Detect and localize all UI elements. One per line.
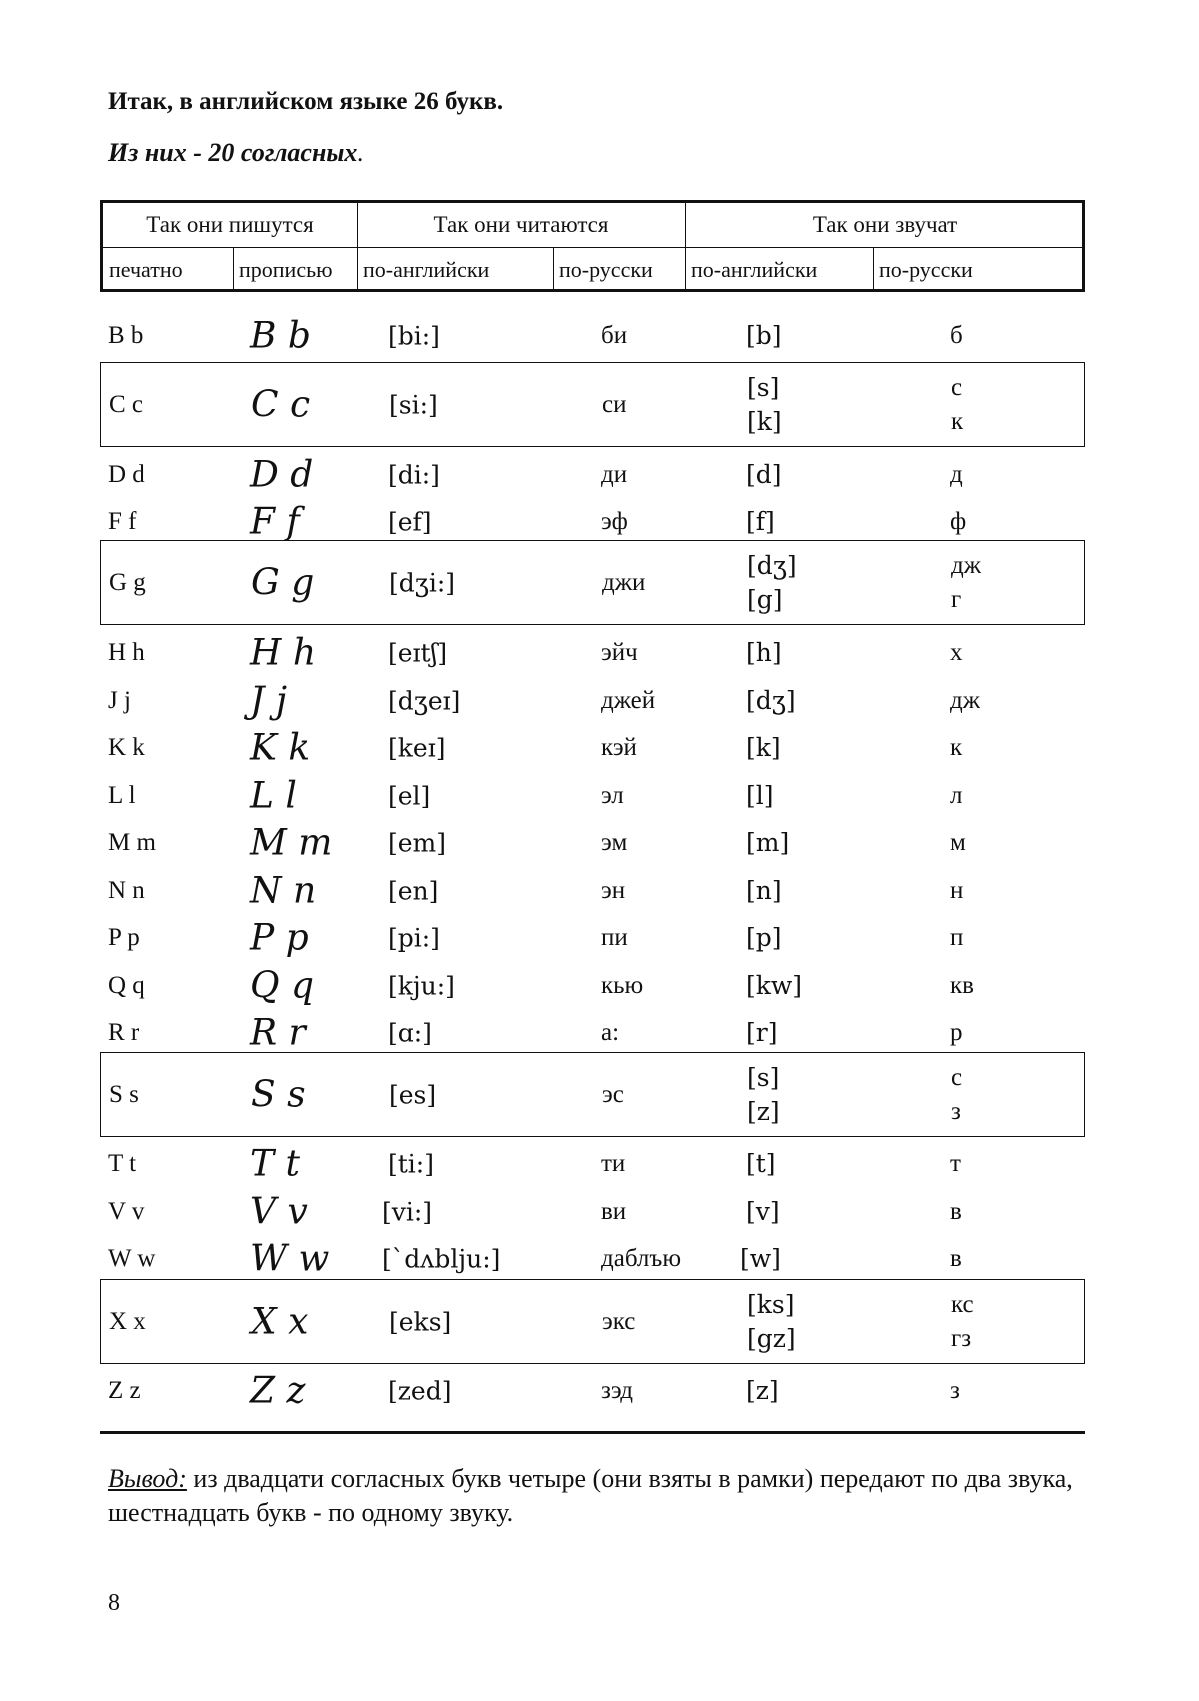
table-row-boxed bbox=[100, 362, 1085, 447]
sound-ipa: [kw] bbox=[746, 971, 803, 1000]
table-row bbox=[100, 1010, 1085, 1056]
table-row bbox=[100, 1368, 1085, 1414]
letter-name-russian: пи bbox=[601, 924, 628, 951]
letter-script: T t bbox=[250, 1143, 300, 1185]
letter-name-russian: эл bbox=[601, 782, 624, 809]
letter-name-ipa: [el] bbox=[388, 781, 431, 811]
letter-name-russian: би bbox=[601, 322, 628, 349]
letter-script: W w bbox=[250, 1238, 330, 1280]
letter-name-russian: кэй bbox=[601, 734, 637, 761]
letter-name-ipa: [ef] bbox=[388, 507, 432, 537]
letter-sounds-russian bbox=[950, 779, 962, 813]
letter-script: Q q bbox=[250, 965, 315, 1007]
letter-name-russian: эн bbox=[601, 877, 626, 904]
letter-sounds bbox=[746, 969, 802, 1003]
letter-sounds bbox=[746, 1016, 777, 1050]
letter-sounds bbox=[746, 684, 796, 718]
letter-sounds-russian bbox=[950, 458, 963, 492]
letter-name-ipa: [em] bbox=[388, 828, 447, 858]
letter-print: H h bbox=[108, 639, 145, 666]
subheader-read-english: по-английски bbox=[363, 257, 490, 282]
letter-sounds-russian bbox=[951, 1288, 974, 1356]
letter-print: Q q bbox=[108, 972, 145, 999]
page-subtitle bbox=[108, 138, 364, 168]
sound-russian: с bbox=[951, 373, 963, 401]
letter-print: J j bbox=[108, 687, 131, 714]
letter-sounds bbox=[746, 1147, 776, 1181]
letter-sounds bbox=[740, 1242, 781, 1276]
sound-russian: з bbox=[950, 1377, 960, 1404]
sound-ipa: [dʒ] bbox=[746, 686, 796, 715]
letter-sounds-russian bbox=[950, 1374, 960, 1408]
letter-name-ipa: [en] bbox=[388, 876, 439, 906]
letter-name-russian: ви bbox=[601, 1198, 627, 1225]
letter-print: S s bbox=[109, 1080, 139, 1108]
letter-name-ipa: [ti:] bbox=[388, 1149, 434, 1179]
letter-sounds-russian bbox=[951, 1061, 962, 1129]
letter-sounds-russian bbox=[950, 731, 962, 765]
letter-name-russian: джей bbox=[601, 687, 656, 714]
letter-script: S s bbox=[251, 1074, 306, 1115]
sound-ipa: [dʒ] bbox=[747, 550, 797, 580]
sound-ipa: [b] bbox=[746, 321, 782, 350]
sound-russian: п bbox=[950, 924, 964, 951]
letter-name-russian: a: bbox=[601, 1019, 620, 1046]
letter-name-ipa: [keɪ] bbox=[388, 733, 446, 763]
sound-ipa: [t] bbox=[746, 1149, 776, 1178]
letter-script: J j bbox=[250, 680, 288, 722]
letter-sounds bbox=[747, 371, 782, 439]
table-header bbox=[100, 200, 1085, 292]
letter-name-ipa: [di:] bbox=[388, 460, 440, 490]
letter-sounds bbox=[746, 458, 782, 492]
sound-russian: м bbox=[950, 829, 966, 856]
sound-ipa: [w] bbox=[740, 1244, 781, 1273]
letter-print: Z z bbox=[108, 1377, 141, 1404]
letter-sounds bbox=[746, 826, 789, 860]
table-row bbox=[100, 452, 1085, 498]
table-row bbox=[100, 820, 1085, 866]
letter-sounds-russian bbox=[950, 921, 963, 955]
letter-name-russian: эф bbox=[601, 508, 628, 535]
letter-name-russian: ти bbox=[601, 1150, 626, 1177]
table-row bbox=[100, 725, 1085, 771]
letter-script: X x bbox=[251, 1301, 309, 1342]
sound-ipa: [v] bbox=[746, 1197, 780, 1226]
header-subcolumn-divider bbox=[233, 247, 234, 289]
letter-print: C c bbox=[109, 390, 144, 418]
letter-script: C c bbox=[251, 384, 311, 425]
table-row bbox=[100, 1141, 1085, 1187]
page-title: Итак, в английском языке 26 букв. bbox=[108, 88, 504, 115]
letter-name-russian: си bbox=[602, 390, 627, 418]
table-row-boxed bbox=[100, 1279, 1085, 1364]
letter-sounds-russian bbox=[951, 371, 963, 439]
letter-name-ipa: [vi:] bbox=[382, 1197, 433, 1227]
letter-script: P p bbox=[250, 917, 309, 959]
subheader-print: печатно bbox=[109, 257, 183, 282]
letter-name-ipa: [kju:] bbox=[388, 971, 455, 1001]
letter-name-russian: зэд bbox=[601, 1377, 634, 1404]
sound-russian: л bbox=[950, 782, 963, 809]
sound-ipa: [h] bbox=[746, 638, 782, 667]
header-subcolumn-divider bbox=[553, 247, 554, 289]
letter-script: N n bbox=[250, 870, 317, 912]
letter-script: M m bbox=[250, 822, 333, 864]
letter-sounds-russian bbox=[951, 549, 981, 617]
letter-sounds bbox=[746, 636, 782, 670]
letter-sounds-russian bbox=[950, 505, 966, 539]
header-group-written: Так они пишутся bbox=[146, 212, 314, 237]
conclusion-paragraph bbox=[108, 1462, 1098, 1530]
subtitle-text: Из них - 20 согласных bbox=[108, 138, 358, 167]
header-group-sound: Так они звучат bbox=[812, 212, 958, 237]
letter-print: T t bbox=[108, 1150, 137, 1177]
sound-ipa: [d] bbox=[746, 460, 782, 489]
letter-name-russian: даблъю bbox=[601, 1245, 681, 1272]
letter-name-ipa: [dʒi:] bbox=[389, 568, 456, 597]
table-row bbox=[100, 1189, 1085, 1235]
letter-sounds bbox=[746, 1195, 780, 1229]
sound-ipa: [z] bbox=[747, 1096, 780, 1126]
page-number: 8 bbox=[108, 1590, 120, 1616]
sound-russian: г bbox=[951, 585, 962, 613]
subtitle-period: . bbox=[357, 138, 364, 167]
subheader-read-russian: по-русски bbox=[559, 257, 653, 282]
sound-russian: х bbox=[950, 639, 963, 666]
header-divider bbox=[103, 247, 1082, 248]
letter-print: N n bbox=[108, 877, 145, 904]
sound-russian: б bbox=[950, 322, 963, 349]
letter-print: M m bbox=[108, 829, 156, 856]
sound-russian: н bbox=[950, 877, 964, 904]
letter-print: X x bbox=[109, 1307, 146, 1335]
letter-name-russian: джи bbox=[602, 568, 646, 596]
sound-russian: в bbox=[950, 1245, 962, 1272]
letter-script: R r bbox=[250, 1012, 306, 1054]
sound-ipa: [s] bbox=[747, 1062, 780, 1092]
sound-ipa: [g] bbox=[747, 584, 783, 614]
letter-script: K k bbox=[250, 727, 311, 769]
letter-print: R r bbox=[108, 1019, 140, 1046]
header-subcolumn-divider bbox=[873, 247, 874, 289]
subheader-sound-russian: по-русски bbox=[879, 257, 973, 282]
sound-ipa: [k] bbox=[746, 733, 781, 762]
letter-sounds-russian bbox=[950, 1147, 961, 1181]
table-row bbox=[100, 868, 1085, 914]
letter-script: G g bbox=[251, 562, 315, 603]
letter-name-russian: эм bbox=[601, 829, 628, 856]
letter-name-ipa: [pi:] bbox=[388, 923, 440, 953]
letter-sounds bbox=[747, 1288, 796, 1356]
sound-russian: к bbox=[951, 407, 964, 435]
letter-sounds-russian bbox=[950, 874, 963, 908]
sound-russian: д bbox=[950, 461, 963, 488]
letter-sounds-russian bbox=[950, 684, 980, 718]
letter-sounds-russian bbox=[950, 1242, 962, 1276]
letter-script: L l bbox=[250, 775, 297, 817]
letter-print: G g bbox=[109, 568, 146, 596]
table-row bbox=[100, 630, 1085, 676]
letter-name-ipa: [dʒeɪ] bbox=[388, 686, 461, 716]
sound-ipa: [k] bbox=[747, 406, 782, 436]
table-row bbox=[100, 1236, 1085, 1282]
sound-ipa: [s] bbox=[747, 372, 780, 402]
letter-sounds-russian bbox=[950, 826, 966, 860]
letter-name-ipa: [`dʌblju:] bbox=[382, 1244, 501, 1274]
sound-ipa: [f] bbox=[746, 507, 775, 536]
sound-russian: ф bbox=[950, 508, 967, 535]
letter-sounds bbox=[746, 874, 782, 908]
table-row bbox=[100, 314, 1085, 358]
table-row bbox=[100, 499, 1085, 545]
sound-ipa: [r] bbox=[746, 1018, 778, 1047]
letter-name-russian: эс bbox=[602, 1080, 624, 1108]
table-row bbox=[100, 915, 1085, 961]
letter-name-ipa: [ɑ:] bbox=[388, 1018, 432, 1048]
letter-print: V v bbox=[108, 1198, 145, 1225]
sound-russian: кв bbox=[950, 972, 974, 999]
letter-sounds bbox=[746, 1374, 779, 1408]
sound-russian: т bbox=[950, 1150, 961, 1177]
table-row-boxed bbox=[100, 540, 1085, 625]
table-row-boxed bbox=[100, 1052, 1085, 1137]
letter-sounds bbox=[746, 731, 781, 765]
subheader-script: прописью bbox=[239, 257, 333, 282]
sound-russian: кс bbox=[951, 1290, 974, 1318]
sound-russian: з bbox=[951, 1097, 961, 1125]
letter-script: V v bbox=[250, 1191, 308, 1233]
sound-russian: с bbox=[951, 1063, 963, 1091]
table-bottom-rule bbox=[100, 1431, 1085, 1434]
letter-print: K k bbox=[108, 734, 145, 761]
sound-russian: р bbox=[950, 1019, 963, 1046]
table-row bbox=[100, 773, 1085, 819]
letter-name-ipa: [es] bbox=[389, 1080, 437, 1109]
conclusion-text: из двадцати согласных букв четыре (они взяты в рамки) передают по два звука, шестнадцать букв - по одному звуку. bbox=[108, 1464, 1073, 1527]
letter-name-ipa: [si:] bbox=[389, 390, 438, 419]
letter-script: F f bbox=[250, 501, 300, 543]
letter-script: D d bbox=[250, 454, 314, 496]
letter-name-russian: экс bbox=[602, 1307, 636, 1335]
letter-name-russian: кью bbox=[601, 972, 644, 999]
conclusion-label: Вывод: bbox=[108, 1464, 187, 1493]
letter-name-ipa: [eɪtʃ] bbox=[388, 638, 448, 668]
letter-print: D d bbox=[108, 461, 145, 488]
sound-ipa: [ks] bbox=[747, 1289, 795, 1319]
letter-script: B b bbox=[250, 315, 311, 357]
table-row bbox=[100, 678, 1085, 724]
letter-name-ipa: [bi:] bbox=[388, 321, 440, 351]
letter-print: P p bbox=[108, 924, 140, 951]
sound-ipa: [l] bbox=[746, 781, 774, 810]
subheader-sound-english: по-английски bbox=[691, 257, 818, 282]
letter-script: Z z bbox=[250, 1370, 306, 1412]
letter-print: B b bbox=[108, 322, 144, 349]
letter-print: F f bbox=[108, 508, 137, 535]
letter-sounds bbox=[746, 779, 774, 813]
sound-russian: дж bbox=[951, 551, 981, 579]
sound-russian: гз bbox=[951, 1324, 972, 1352]
letter-sounds bbox=[746, 319, 782, 353]
letter-sounds bbox=[747, 549, 797, 617]
sound-ipa: [z] bbox=[746, 1376, 779, 1405]
letter-sounds bbox=[746, 505, 775, 539]
letter-print: L l bbox=[108, 782, 136, 809]
letter-sounds-russian bbox=[950, 1016, 963, 1050]
header-group-read: Так они читаются bbox=[433, 212, 609, 237]
letter-sounds-russian bbox=[950, 969, 974, 1003]
letter-name-ipa: [eks] bbox=[389, 1307, 452, 1336]
letter-sounds bbox=[747, 1061, 780, 1129]
letter-name-russian: эйч bbox=[601, 639, 638, 666]
letter-sounds-russian bbox=[950, 1195, 962, 1229]
letter-sounds-russian bbox=[950, 319, 963, 353]
sound-russian: в bbox=[950, 1198, 962, 1225]
letter-sounds-russian bbox=[950, 636, 963, 670]
letter-script: H h bbox=[250, 632, 317, 674]
sound-ipa: [n] bbox=[746, 876, 782, 905]
letter-name-ipa: [zed] bbox=[388, 1376, 452, 1406]
letter-name-russian: ди bbox=[601, 461, 628, 488]
table-row bbox=[100, 963, 1085, 1009]
sound-ipa: [m] bbox=[746, 828, 790, 857]
sound-ipa: [gz] bbox=[747, 1323, 796, 1353]
sound-russian: к bbox=[950, 734, 963, 761]
letter-sounds bbox=[746, 921, 782, 955]
letter-print: W w bbox=[108, 1245, 156, 1272]
sound-russian: дж bbox=[950, 687, 980, 714]
sound-ipa: [p] bbox=[746, 923, 782, 952]
